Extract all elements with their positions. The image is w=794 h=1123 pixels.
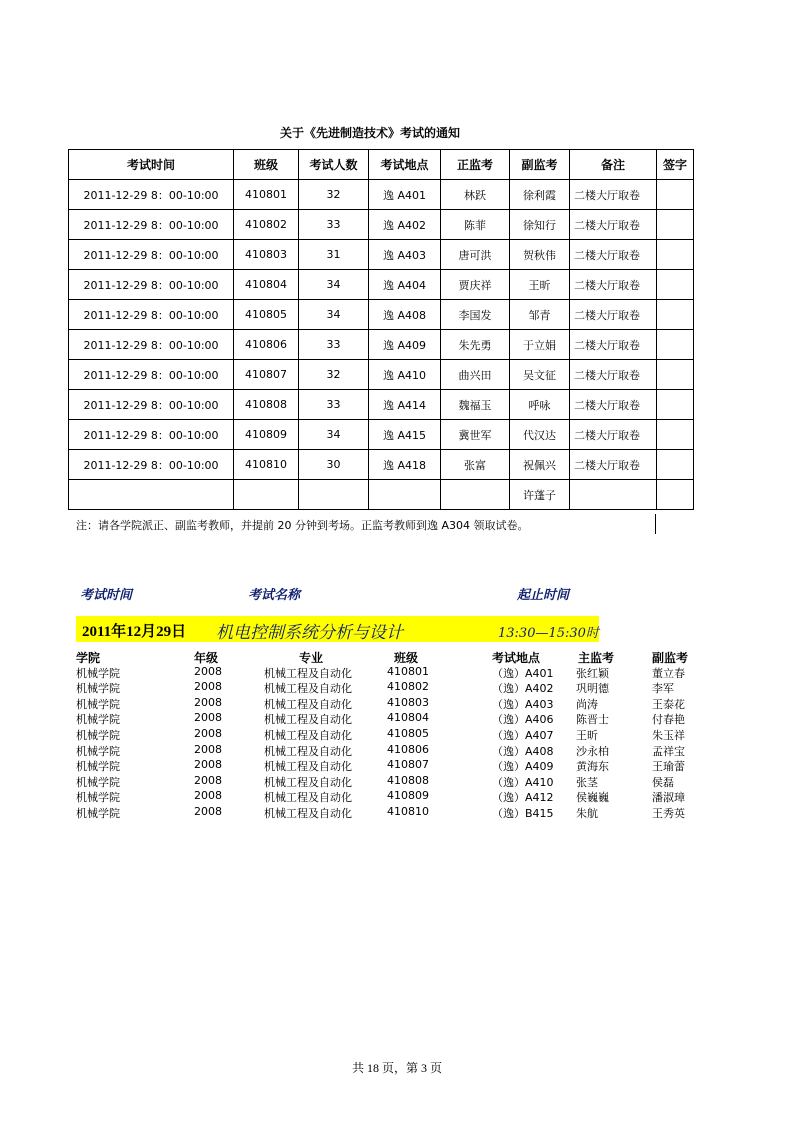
cell-class: 410804 xyxy=(234,270,299,300)
cell-location: （逸）B415 xyxy=(492,806,554,820)
cell-major: 机械工程及自动化 xyxy=(264,775,352,789)
table-row xyxy=(69,270,694,300)
cell-location: （逸）A402 xyxy=(492,682,554,696)
cell-signature xyxy=(657,420,694,450)
cell-class: 410803 xyxy=(387,695,429,709)
cell-deputy-proctor: 于立娟 xyxy=(510,330,570,360)
cell-main-proctor: 王昕 xyxy=(576,728,598,742)
header-major: 专业 xyxy=(299,651,324,665)
cell-signature xyxy=(657,270,694,300)
cell-deputy-proctor: 呼咏 xyxy=(510,390,570,420)
cell-deputy-proctor: 许蓬子 xyxy=(510,480,570,510)
cell-chief-proctor: 林跃 xyxy=(441,180,510,210)
cell-class: 410804 xyxy=(387,711,429,725)
cell-count: 32 xyxy=(299,360,369,390)
list-item xyxy=(74,774,714,790)
cell-main-proctor: 朱航 xyxy=(576,806,598,820)
cell-location xyxy=(369,480,441,510)
cell-signature xyxy=(657,210,694,240)
cell-class: 410810 xyxy=(234,450,299,480)
cell-class: 410801 xyxy=(234,180,299,210)
cell-exam-time: 2011-12-29 8：00-10:00 xyxy=(69,420,234,450)
cell-class: 410806 xyxy=(234,330,299,360)
cell-grade: 2008 xyxy=(194,680,222,694)
cell-signature xyxy=(657,180,694,210)
exam-table xyxy=(68,149,694,510)
cell-major: 机械工程及自动化 xyxy=(264,744,352,758)
cell-remark: 二楼大厅取卷 xyxy=(570,180,657,210)
cell-deputy-proctor: 付春艳 xyxy=(652,713,685,727)
list-item xyxy=(74,696,714,712)
cell-class xyxy=(234,480,299,510)
cell-signature xyxy=(657,450,694,480)
cell-chief-proctor: 张富 xyxy=(441,450,510,480)
header-grade: 年级 xyxy=(194,651,219,665)
header-exam-time: 考试时间 xyxy=(69,150,234,180)
divider xyxy=(655,514,656,534)
list-item xyxy=(74,805,714,821)
header-chief-proctor: 正监考 xyxy=(441,150,510,180)
cell-class: 410809 xyxy=(387,789,429,803)
cell-location: 逸 A403 xyxy=(369,240,441,270)
cell-class: 410805 xyxy=(387,726,429,740)
cell-grade: 2008 xyxy=(194,758,222,772)
cell-chief-proctor: 贾庆祥 xyxy=(441,270,510,300)
cell-college: 机械学院 xyxy=(76,744,120,758)
page-footer: 共 18 页，第 3 页 xyxy=(351,1061,442,1075)
table-row xyxy=(69,360,694,390)
cell-deputy-proctor: 吴文征 xyxy=(510,360,570,390)
cell-class: 410807 xyxy=(387,758,429,772)
cell-location: （逸）A407 xyxy=(492,728,554,742)
cell-deputy-proctor: 徐利霞 xyxy=(510,180,570,210)
cell-grade: 2008 xyxy=(194,695,222,709)
list-item xyxy=(74,680,714,696)
header-signature: 签字 xyxy=(657,150,694,180)
cell-major: 机械工程及自动化 xyxy=(264,682,352,696)
cell-chief-proctor xyxy=(441,480,510,510)
exam-period: 13:30—15:30时 xyxy=(498,626,599,641)
cell-location: （逸）A409 xyxy=(492,760,554,774)
cell-college: 机械学院 xyxy=(76,713,120,727)
cell-chief-proctor: 冀世军 xyxy=(441,420,510,450)
cell-count: 34 xyxy=(299,420,369,450)
cell-major: 机械工程及自动化 xyxy=(264,760,352,774)
cell-class: 410808 xyxy=(234,390,299,420)
cell-location: 逸 A408 xyxy=(369,300,441,330)
cell-signature xyxy=(657,480,694,510)
cell-signature xyxy=(657,300,694,330)
cell-deputy-proctor: 董立春 xyxy=(652,666,685,680)
cell-count: 34 xyxy=(299,270,369,300)
cell-remark: 二楼大厅取卷 xyxy=(570,330,657,360)
cell-remark: 二楼大厅取卷 xyxy=(570,210,657,240)
cell-exam-time xyxy=(69,480,234,510)
cell-chief-proctor: 魏福玉 xyxy=(441,390,510,420)
cell-deputy-proctor: 王昕 xyxy=(510,270,570,300)
header-main-proctor: 主监考 xyxy=(578,651,615,665)
notice-note: 注：请各学院派正、副监考教师，并提前 20 分钟到考场。正监考教师到逸 A304 领取试卷。 xyxy=(76,519,529,532)
cell-college: 机械学院 xyxy=(76,682,120,696)
proctor-table xyxy=(74,649,714,821)
cell-college: 机械学院 xyxy=(76,791,120,805)
cell-major: 机械工程及自动化 xyxy=(264,791,352,805)
cell-grade: 2008 xyxy=(194,773,222,787)
cell-chief-proctor: 曲兴田 xyxy=(441,360,510,390)
cell-class: 410808 xyxy=(387,773,429,787)
cell-major: 机械工程及自动化 xyxy=(264,728,352,742)
cell-grade: 2008 xyxy=(194,789,222,803)
label-exam-period: 起止时间 xyxy=(517,588,570,603)
cell-exam-time: 2011-12-29 8：00-10:00 xyxy=(69,180,234,210)
cell-location: 逸 A401 xyxy=(369,180,441,210)
cell-deputy-proctor: 邹青 xyxy=(510,300,570,330)
header-count: 考试人数 xyxy=(299,150,369,180)
proctor-table-header xyxy=(74,649,714,665)
cell-college: 机械学院 xyxy=(76,728,120,742)
cell-exam-time: 2011-12-29 8：00-10:00 xyxy=(69,240,234,270)
cell-count: 31 xyxy=(299,240,369,270)
table-row xyxy=(69,300,694,330)
exam-name: 机电控制系统分析与设计 xyxy=(216,623,403,643)
header-deputy-proctor: 副监考 xyxy=(652,651,689,665)
list-item xyxy=(74,727,714,743)
cell-exam-time: 2011-12-29 8：00-10:00 xyxy=(69,330,234,360)
cell-location: 逸 A418 xyxy=(369,450,441,480)
cell-major: 机械工程及自动化 xyxy=(264,697,352,711)
cell-class: 410802 xyxy=(387,680,429,694)
cell-signature xyxy=(657,390,694,420)
cell-class: 410801 xyxy=(387,664,429,678)
list-item xyxy=(74,789,714,805)
cell-location: （逸）A403 xyxy=(492,697,554,711)
table-row xyxy=(69,390,694,420)
cell-college: 机械学院 xyxy=(76,697,120,711)
cell-main-proctor: 黄海东 xyxy=(576,760,609,774)
cell-grade: 2008 xyxy=(194,804,222,818)
cell-signature xyxy=(657,360,694,390)
cell-count: 32 xyxy=(299,180,369,210)
cell-count xyxy=(299,480,369,510)
cell-remark: 二楼大厅取卷 xyxy=(570,390,657,420)
cell-deputy-proctor: 潘淑璋 xyxy=(652,791,685,805)
cell-remark: 二楼大厅取卷 xyxy=(570,450,657,480)
list-item xyxy=(74,711,714,727)
cell-grade: 2008 xyxy=(194,664,222,678)
cell-location: 逸 A402 xyxy=(369,210,441,240)
cell-exam-time: 2011-12-29 8：00-10:00 xyxy=(69,390,234,420)
cell-deputy-proctor: 朱玉祥 xyxy=(652,728,685,742)
table-row xyxy=(69,210,694,240)
cell-remark xyxy=(570,480,657,510)
cell-chief-proctor: 李国发 xyxy=(441,300,510,330)
cell-location: 逸 A414 xyxy=(369,390,441,420)
cell-remark: 二楼大厅取卷 xyxy=(570,360,657,390)
exam-table-header xyxy=(69,150,694,180)
list-item xyxy=(74,665,714,681)
cell-grade: 2008 xyxy=(194,742,222,756)
cell-major: 机械工程及自动化 xyxy=(264,806,352,820)
cell-remark: 二楼大厅取卷 xyxy=(570,270,657,300)
cell-class: 410810 xyxy=(387,804,429,818)
table-row xyxy=(69,420,694,450)
cell-deputy-proctor: 贺秋伟 xyxy=(510,240,570,270)
exam-date: 2011年12月29日 xyxy=(82,624,187,640)
cell-count: 34 xyxy=(299,300,369,330)
cell-remark: 二楼大厅取卷 xyxy=(570,300,657,330)
cell-main-proctor: 张茎 xyxy=(576,775,598,789)
cell-exam-time: 2011-12-29 8：00-10:00 xyxy=(69,210,234,240)
cell-signature xyxy=(657,240,694,270)
header-class: 班级 xyxy=(394,651,419,665)
cell-deputy-proctor: 孟祥宝 xyxy=(652,744,685,758)
header-location: 考试地点 xyxy=(369,150,441,180)
cell-main-proctor: 侯巍巍 xyxy=(576,791,609,805)
cell-signature xyxy=(657,330,694,360)
label-exam-name: 考试名称 xyxy=(248,588,301,603)
cell-exam-time: 2011-12-29 8：00-10:00 xyxy=(69,300,234,330)
label-exam-time: 考试时间 xyxy=(80,588,133,603)
cell-count: 33 xyxy=(299,330,369,360)
cell-major: 机械工程及自动化 xyxy=(264,666,352,680)
cell-deputy-proctor: 王瑜蕾 xyxy=(652,760,685,774)
header-remark: 备注 xyxy=(570,150,657,180)
cell-class: 410803 xyxy=(234,240,299,270)
cell-main-proctor: 巩明德 xyxy=(576,682,609,696)
cell-location: 逸 A404 xyxy=(369,270,441,300)
cell-college: 机械学院 xyxy=(76,760,120,774)
notice-title: 关于《先进制造技术》考试的通知 xyxy=(279,126,460,140)
list-item xyxy=(74,743,714,759)
cell-exam-time: 2011-12-29 8：00-10:00 xyxy=(69,360,234,390)
cell-location: （逸）A406 xyxy=(492,713,554,727)
cell-location: 逸 A415 xyxy=(369,420,441,450)
table-row xyxy=(69,180,694,210)
cell-deputy-proctor: 侯磊 xyxy=(652,775,674,789)
cell-count: 30 xyxy=(299,450,369,480)
cell-exam-time: 2011-12-29 8：00-10:00 xyxy=(69,270,234,300)
cell-chief-proctor: 朱先勇 xyxy=(441,330,510,360)
header-class: 班级 xyxy=(234,150,299,180)
cell-deputy-proctor: 徐知行 xyxy=(510,210,570,240)
cell-main-proctor: 沙永柏 xyxy=(576,744,609,758)
cell-deputy-proctor: 祝佩兴 xyxy=(510,450,570,480)
cell-chief-proctor: 陈菲 xyxy=(441,210,510,240)
cell-deputy-proctor: 王秀英 xyxy=(652,806,685,820)
cell-grade: 2008 xyxy=(194,711,222,725)
cell-location: 逸 A410 xyxy=(369,360,441,390)
cell-college: 机械学院 xyxy=(76,666,120,680)
cell-class: 410805 xyxy=(234,300,299,330)
cell-remark: 二楼大厅取卷 xyxy=(570,240,657,270)
cell-deputy-proctor: 李军 xyxy=(652,682,674,696)
header-location: 考试地点 xyxy=(492,651,541,665)
cell-location: （逸）A401 xyxy=(492,666,554,680)
table-row xyxy=(69,450,694,480)
table-row xyxy=(69,480,694,510)
table-row xyxy=(69,330,694,360)
cell-deputy-proctor: 王泰花 xyxy=(652,697,685,711)
cell-college: 机械学院 xyxy=(76,806,120,820)
cell-class: 410807 xyxy=(234,360,299,390)
cell-major: 机械工程及自动化 xyxy=(264,713,352,727)
cell-grade: 2008 xyxy=(194,726,222,740)
cell-main-proctor: 张红颖 xyxy=(576,666,609,680)
cell-chief-proctor: 唐可洪 xyxy=(441,240,510,270)
cell-location: （逸）A410 xyxy=(492,775,554,789)
cell-main-proctor: 尚涛 xyxy=(576,697,598,711)
list-item xyxy=(74,758,714,774)
cell-class: 410809 xyxy=(234,420,299,450)
table-row xyxy=(69,240,694,270)
cell-main-proctor: 陈晋士 xyxy=(576,713,609,727)
cell-remark: 二楼大厅取卷 xyxy=(570,420,657,450)
cell-count: 33 xyxy=(299,390,369,420)
cell-location: （逸）A412 xyxy=(492,791,554,805)
header-deputy-proctor: 副监考 xyxy=(510,150,570,180)
cell-deputy-proctor: 代汉达 xyxy=(510,420,570,450)
cell-location: （逸）A408 xyxy=(492,744,554,758)
cell-location: 逸 A409 xyxy=(369,330,441,360)
cell-class: 410802 xyxy=(234,210,299,240)
cell-class: 410806 xyxy=(387,742,429,756)
cell-exam-time: 2011-12-29 8：00-10:00 xyxy=(69,450,234,480)
cell-count: 33 xyxy=(299,210,369,240)
cell-college: 机械学院 xyxy=(76,775,120,789)
header-college: 学院 xyxy=(76,651,101,665)
